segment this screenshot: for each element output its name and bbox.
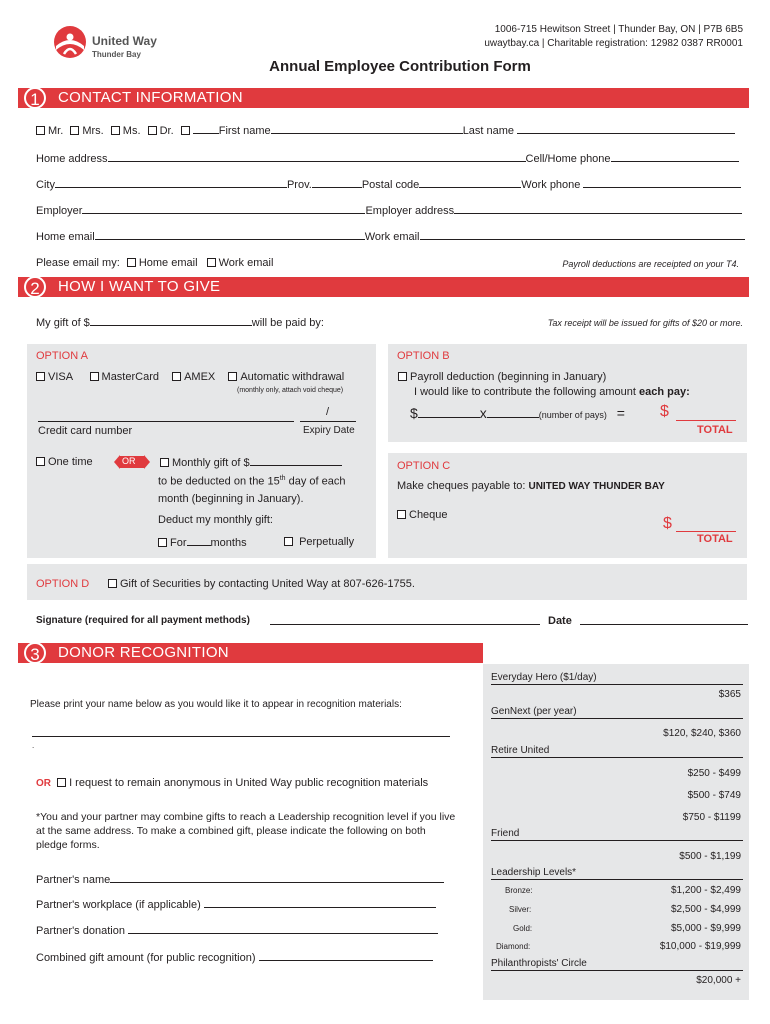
work-phone-label: Work phone <box>521 179 581 191</box>
divider <box>491 970 743 971</box>
retire-label: Retire United <box>491 745 550 756</box>
partner-donation-field[interactable] <box>128 924 438 934</box>
postal-code-field[interactable] <box>419 178 521 188</box>
form-title: Annual Employee Contribution Form <box>269 58 531 75</box>
securities-label: Gift of Securities by contacting United Way at 807-626-1755. <box>120 578 415 590</box>
contribute-row <box>414 386 690 398</box>
employer-row <box>36 204 742 217</box>
employer-address-field[interactable] <box>454 204 742 214</box>
payable-row <box>397 480 665 492</box>
city-label: City <box>36 179 55 191</box>
please-email-label: Please email my: <box>36 257 120 269</box>
divider <box>491 840 743 841</box>
my-gift-row <box>36 316 324 329</box>
home-address-field[interactable] <box>108 152 526 162</box>
card-type-row <box>36 371 344 383</box>
section-3-title: DONOR RECOGNITION <box>58 644 229 661</box>
b-total-label: TOTAL <box>697 424 733 436</box>
one-time-checkbox[interactable] <box>36 457 45 466</box>
perpetually-row <box>284 536 354 548</box>
silver-label: Silver: <box>509 905 532 914</box>
for-months-checkbox[interactable] <box>158 538 167 547</box>
home-email-label: Home email <box>36 231 95 243</box>
num-pays-field[interactable] <box>487 404 539 418</box>
partner-donation-label: Partner's donation <box>36 925 125 937</box>
first-name-label: First name <box>218 125 271 137</box>
one-time-label: One time <box>48 456 93 468</box>
dr-label: Dr. <box>159 125 174 137</box>
first-name-field[interactable] <box>271 124 463 134</box>
salutation-row <box>36 124 735 137</box>
home-email-option: Home email <box>138 257 198 269</box>
signature-field[interactable] <box>270 615 540 625</box>
email-row <box>36 230 745 243</box>
cc-number-field[interactable] <box>38 412 294 422</box>
cheque-label: Cheque <box>409 509 448 521</box>
diamond-amount: $10,000 - $19,999 <box>659 941 741 952</box>
c-total-field[interactable] <box>676 521 736 532</box>
anonymous-checkbox[interactable] <box>57 778 66 787</box>
monthly-label: Monthly gift of $ <box>172 457 250 469</box>
retire-amount-3: $750 - $1199 <box>682 812 741 823</box>
mr-label: Mr. <box>48 125 64 137</box>
anonymous-row <box>36 777 428 789</box>
other-checkbox[interactable] <box>181 126 190 135</box>
logo <box>52 24 162 60</box>
section-1-title: CONTACT INFORMATION <box>58 89 243 106</box>
work-email-field[interactable] <box>420 230 745 240</box>
deduct-line-1 <box>158 475 346 488</box>
work-email-label: Work email <box>364 231 420 243</box>
deduct-monthly-label: Deduct my monthly gift: <box>158 514 273 526</box>
diamond-label: Diamond: <box>496 942 531 951</box>
payroll-calc-row <box>410 404 625 421</box>
recognition-levels-panel <box>483 664 749 1000</box>
contribute-label: I would like to contribute the following amount <box>414 386 640 398</box>
signature-label: Signature (required for all payment methods) <box>36 615 250 626</box>
home-address-label: Home address <box>36 153 108 165</box>
employer-label: Employer <box>36 205 83 217</box>
divider <box>491 718 743 719</box>
mr-checkbox[interactable] <box>36 126 45 135</box>
prov-label: Prov. <box>286 179 312 191</box>
option-c-label: OPTION C <box>397 460 451 472</box>
num-pays-label: (number of pays) <box>538 410 607 420</box>
postal-code-label: Postal code <box>361 179 420 191</box>
option-b-label: OPTION B <box>397 350 450 362</box>
gift-amount-field[interactable] <box>90 316 252 326</box>
address-line-1: 1006-715 Hewitson Street | Thunder Bay, ON | P7B 6B5 <box>494 24 743 35</box>
partner-donation-row <box>36 924 438 937</box>
months-field[interactable] <box>187 536 211 546</box>
partner-name-row <box>36 873 444 886</box>
partner-workplace-row <box>36 898 436 911</box>
section-1-number: 1 <box>24 87 46 109</box>
payable-label: Make cheques payable to: <box>397 480 526 492</box>
everyday-hero-amount: $365 <box>718 689 741 700</box>
pay-dollar-sign: $ <box>410 405 418 421</box>
city-row <box>36 178 741 191</box>
partner-name-field[interactable] <box>110 873 444 883</box>
gold-amount: $5,000 - $9,999 <box>670 923 741 934</box>
partner-workplace-field[interactable] <box>204 898 436 908</box>
visa-label: VISA <box>48 371 73 383</box>
home-email-checkbox[interactable] <box>127 258 136 267</box>
logo-name: United Way <box>92 34 157 48</box>
payroll-row <box>398 371 606 383</box>
mrs-checkbox[interactable] <box>70 126 79 135</box>
philanthropists-label: Philanthropists' Circle <box>491 958 587 969</box>
section-3-number: 3 <box>24 642 46 664</box>
bronze-label: Bronze: <box>505 886 533 895</box>
ms-checkbox[interactable] <box>111 126 120 135</box>
cc-number-label: Credit card number <box>38 425 133 437</box>
gennext-amount: $120, $240, $360 <box>663 728 741 739</box>
for-label: For <box>170 537 187 549</box>
c-total-dollar: $ <box>663 515 672 532</box>
address-line-2: uwaytbay.ca | Charitable registration: 12982 0387 RR0001 <box>484 38 743 49</box>
times-sign: x <box>479 405 487 421</box>
last-name-label: Last name <box>462 125 515 137</box>
date-label: Date <box>548 615 572 627</box>
combine-text: *You and your partner may combine gifts to reach a Leadership recognition level if you live at the same address. To make a combined gift, please indicate the following on both pledge forms. <box>36 811 456 851</box>
everyday-hero-label: Everyday Hero ($1/day) <box>491 672 597 683</box>
perpetually-checkbox[interactable] <box>284 537 293 546</box>
cheque-checkbox[interactable] <box>397 510 406 519</box>
dr-checkbox[interactable] <box>148 126 157 135</box>
work-email-checkbox[interactable] <box>207 258 216 267</box>
logo-sub: Thunder Bay <box>92 50 141 59</box>
combined-amount-field[interactable] <box>259 951 433 961</box>
auto-note: (monthly only, attach void cheque) <box>237 387 344 394</box>
silver-amount: $2,500 - $4,999 <box>670 904 741 915</box>
or-label: OR <box>36 778 51 789</box>
anonymous-label: I request to remain anonymous in United Way public recognition materials <box>69 777 429 789</box>
gennext-label: GenNext (per year) <box>491 706 577 717</box>
frequency-row <box>36 456 93 468</box>
employer-address-label: Employer address <box>365 205 455 217</box>
divider <box>491 757 743 758</box>
home-email-field[interactable] <box>95 230 365 240</box>
email-pref-row <box>36 257 273 269</box>
work-email-option: Work email <box>218 257 274 269</box>
deduct-text-1b: day of each <box>285 475 346 488</box>
option-a-label: OPTION A <box>36 350 88 362</box>
securities-checkbox[interactable] <box>108 579 117 588</box>
amex-checkbox[interactable] <box>172 372 181 381</box>
combined-amount-row <box>36 951 433 964</box>
each-pay-label: each pay: <box>639 386 690 398</box>
tax-note: Tax receipt will be issued for gifts of $20 or more. <box>547 318 743 328</box>
dot-mark: . <box>32 741 35 750</box>
address-row <box>36 152 739 165</box>
section-2-title: HOW I WANT TO GIVE <box>58 278 221 295</box>
monthly-checkbox[interactable] <box>160 458 169 467</box>
mastercard-checkbox[interactable] <box>90 372 99 381</box>
work-phone-field[interactable] <box>583 178 741 188</box>
united-way-logo-icon <box>52 24 88 60</box>
section-2-number: 2 <box>24 276 46 298</box>
my-gift-label: My gift of $ <box>36 317 90 329</box>
ms-label: Ms. <box>122 125 141 137</box>
deduct-line-2: month (beginning in January). <box>158 493 304 505</box>
partner-name-label: Partner's name <box>36 874 111 886</box>
mrs-label: Mrs. <box>82 125 104 137</box>
months-label: months <box>210 537 247 549</box>
or-text: OR <box>122 456 136 466</box>
city-field[interactable] <box>55 178 287 188</box>
b-total-field[interactable] <box>676 410 736 421</box>
monthly-row <box>160 456 342 469</box>
other-field[interactable] <box>193 124 219 134</box>
retire-amount-1: $250 - $499 <box>687 768 741 779</box>
monthly-amount-field[interactable] <box>250 456 342 466</box>
expiry-slash: / <box>326 406 330 418</box>
payroll-label: Payroll deduction (beginning in January) <box>410 371 607 383</box>
divider <box>491 879 743 880</box>
payroll-checkbox[interactable] <box>398 372 407 381</box>
mastercard-label: MasterCard <box>101 371 159 383</box>
perpetually-label: Perpetually <box>299 536 355 548</box>
payee-name: UNITED WAY THUNDER BAY <box>528 481 665 492</box>
deduct-text-1: to be deducted on the 15 <box>158 475 280 488</box>
friend-amount: $500 - $1,199 <box>679 851 741 862</box>
securities-row <box>108 578 415 590</box>
auto-withdrawal-checkbox[interactable] <box>228 372 237 381</box>
friend-label: Friend <box>491 828 520 839</box>
recognition-name-field[interactable] <box>32 727 450 737</box>
auto-withdrawal-label: Automatic withdrawal <box>240 371 345 383</box>
c-total-label: TOTAL <box>697 533 733 545</box>
philanthropists-amount: $20,000 + <box>696 975 741 986</box>
payroll-note: Payroll deductions are receipted on your T4. <box>562 259 739 269</box>
b-total-dollar: $ <box>660 403 669 420</box>
amex-label: AMEX <box>184 371 216 383</box>
or-badge <box>114 454 150 470</box>
option-d-label: OPTION D <box>36 578 90 590</box>
visa-checkbox[interactable] <box>36 372 45 381</box>
prov-field[interactable] <box>312 178 362 188</box>
bronze-amount: $1,200 - $2,499 <box>670 885 741 896</box>
cell-phone-label: Cell/Home phone <box>525 153 611 165</box>
deduct-sup: th <box>279 475 286 482</box>
leadership-label: Leadership Levels* <box>491 867 577 878</box>
last-name-field[interactable] <box>517 124 735 134</box>
expiry-label: Expiry Date <box>303 425 355 436</box>
employer-field[interactable] <box>82 204 365 214</box>
paid-by-label: will be paid by: <box>251 317 324 329</box>
cell-phone-field[interactable] <box>611 152 739 162</box>
gold-label: Gold: <box>513 924 533 933</box>
retire-amount-2: $500 - $749 <box>687 790 741 801</box>
print-name-label: Please print your name below as you would like it to appear in recognition materials: <box>30 699 402 710</box>
per-pay-amount-field[interactable] <box>418 404 480 418</box>
for-months-row <box>158 536 247 549</box>
partner-workplace-label: Partner's workplace (if applicable) <box>36 899 201 911</box>
cheque-row <box>397 509 448 521</box>
date-field[interactable] <box>580 615 748 625</box>
equals-sign: = <box>616 405 625 421</box>
combined-amount-label: Combined gift amount (for public recognition) <box>36 952 256 964</box>
divider <box>491 684 743 685</box>
